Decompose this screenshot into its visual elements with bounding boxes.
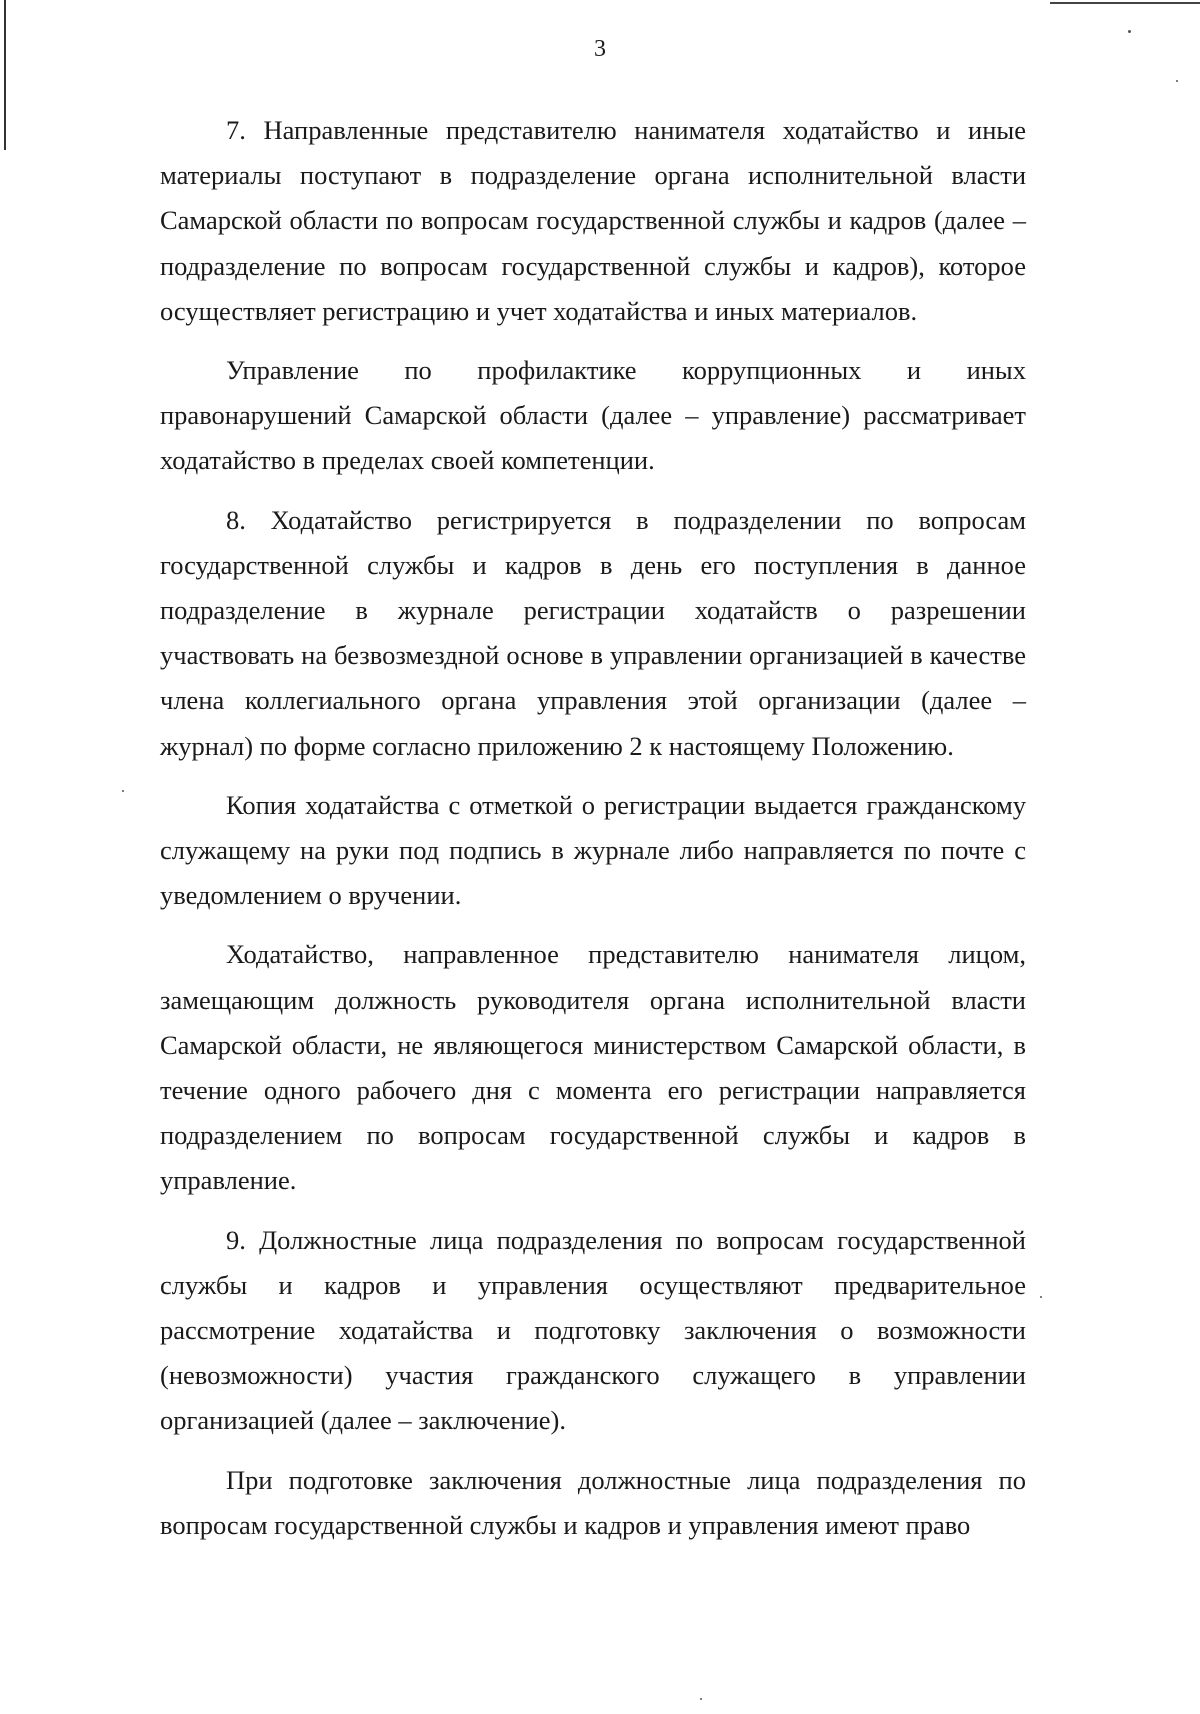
scan-speck [1040, 1296, 1042, 1298]
document-body [160, 108, 1026, 1548]
scan-edge-mark-left [4, 0, 6, 150]
scan-edge-mark-top [1050, 2, 1200, 4]
scan-speck [700, 1698, 702, 1700]
scan-speck [1128, 30, 1131, 33]
paragraph-9: 9. Должностные лица подразделения по вопросам государственной службы и кадров и управления осуществляют предварительное рассмотрение ходатайства и подготовку заключения о возможности (невозможности) участия гражданского служащего в управлении организацией (далее – заключение). [160, 1224, 1026, 1436]
scan-speck [122, 790, 124, 792]
paragraph-petition-forwarded: Ходатайство, направленное представителю нанимателя лицом, замещающим должность руководителя органа исполнительной власти Самарской области, не являющегося министерством Самарской области, в течение одного рабочего дня с момента его регистрации направляется подразделением по вопросам государственной службы и кадров в управление. [160, 939, 1026, 1196]
paragraph-preparation-rights: При подготовке заключения должностные лица подразделения по вопросам государственной службы и кадров и управления имеют право [160, 1464, 1026, 1540]
paragraph-7: 7. Направленные представителю нанимателя ходатайство и иные материалы поступают в подразделение органа исполнительной власти Самарской области по вопросам государственной службы и кадров (далее – подразделение по вопросам государственной службы и кадров), которое осуществляет регистрацию и учет ходатайства и иных материалов. [160, 115, 1026, 326]
paragraph-management-review: Управление по профилактике коррупционных и иных правонарушений Самарской области (далее – управление) рассматривает ходатайство в пределах своей компетенции. [160, 355, 1026, 476]
page-number: 3 [594, 36, 606, 62]
paragraph-8: 8. Ходатайство регистрируется в подразделении по вопросам государственной службы и кадров в день его поступления в данное подразделение в журнале регистрации ходатайств о разрешении участвовать на безвозмездной основе в управлении организацией в качестве члена коллегиального органа управления этой организации (далее – журнал) по форме согласно приложению 2 к настоящему Положению. [160, 504, 1026, 761]
scan-speck [1176, 80, 1178, 82]
paragraph-copy-issued: Копия ходатайства с отметкой о регистрации выдается гражданскому служащему на руки под подпись в журнале либо направляется по почте с уведомлением о вручении. [160, 789, 1026, 911]
